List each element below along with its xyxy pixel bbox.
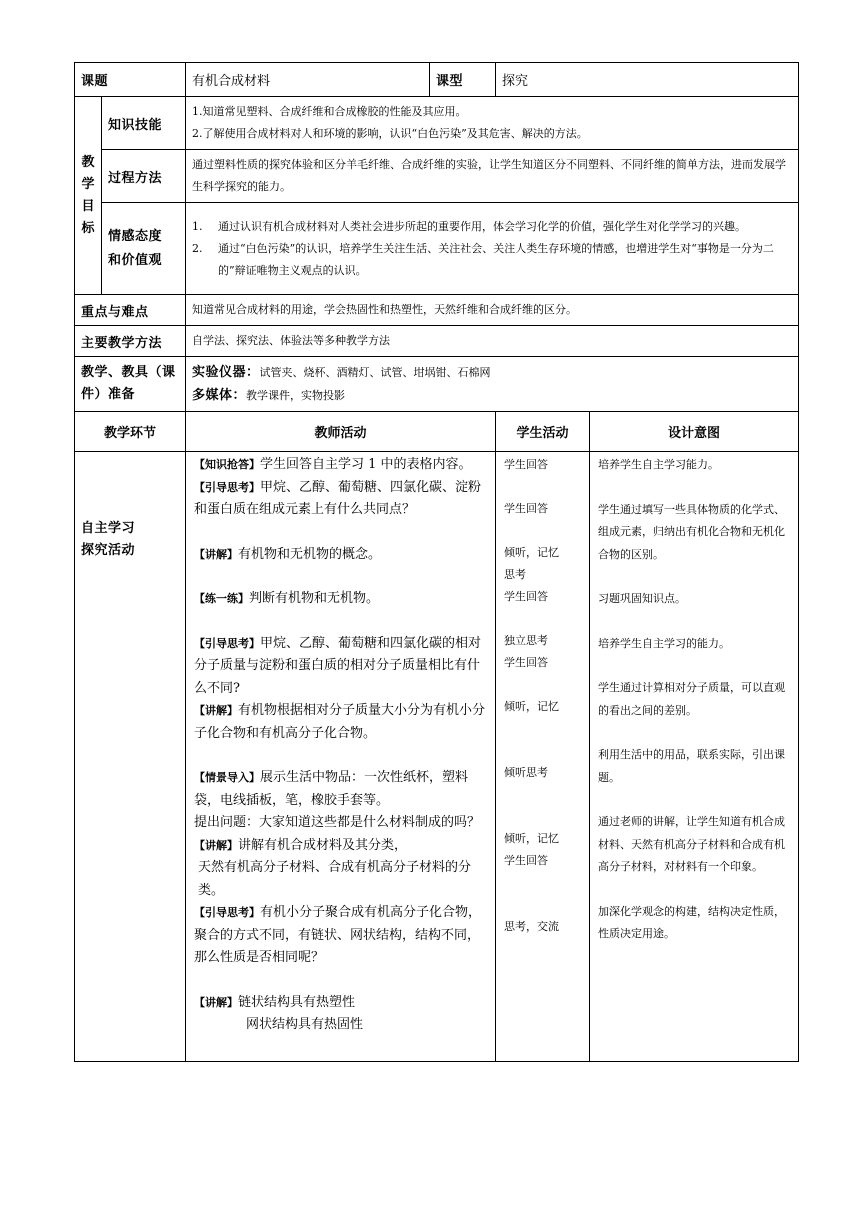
topic-label-cell: [75, 63, 186, 97]
column-header-student: 学生活动: [496, 412, 590, 452]
student-item-12: 思考，交流: [504, 920, 560, 933]
attitude-item-2: [192, 238, 792, 282]
attitude-label-cell: [102, 203, 186, 295]
type-label-cell: [430, 63, 496, 97]
attitude-item-1: [192, 216, 792, 238]
attitude-label-line-2: 和价值观: [108, 252, 163, 268]
teacher-block-12: 【讲解】链状结构具有热塑性: [194, 994, 356, 1010]
teacher-block-6: 【讲解】有机物根据相对分子质量大小分为有机小分子化合物和有机高分子化合物。: [194, 703, 486, 741]
student-item-2: 学生回答: [504, 502, 549, 515]
keypoints-label-cell: [75, 295, 186, 326]
knowledge-label: 知识技能: [108, 117, 163, 133]
topic-label: 课题: [81, 74, 109, 89]
teacher-block-1: 【知识抢答】学生回答自主学习 1 中的表格内容。: [194, 457, 472, 472]
knowledge-line-2: 2.了解使用合成材料对人和环境的影响，认识“白色污染”及其危害、解决的方法。: [192, 127, 588, 140]
teacher-block-9: 【讲解】讲解有机合成材料及其分类，: [194, 837, 408, 853]
methods-label-cell: [75, 326, 186, 357]
attitude-item-2-num: 2.: [192, 241, 203, 255]
student-item-11: 学生回答: [504, 854, 549, 867]
stage-cell: [75, 452, 186, 1062]
student-item-8: 倾听，记忆: [504, 700, 560, 713]
student-item-9: 倾听思考: [504, 766, 549, 779]
student-activity-cell: [496, 452, 590, 1062]
teacher-block-7: 【情景导入】展示生活中物品：一次性纸杯，塑料袋，电线插板，笔，橡胶手套等。: [194, 770, 469, 808]
objectives-group-label: 教学目标: [81, 154, 95, 236]
teacher-block-5: 【引导思考】甲烷、乙醇、葡萄糖和四氯化碳的相对分子质量与淀粉和蛋白质的相对分子质量相比有什么不同?: [194, 635, 482, 696]
instruments-label: 实验仪器：: [192, 365, 260, 380]
knowledge-line-1: 1.知道常见塑料、合成纤维和合成橡胶的性能及其应用。: [192, 105, 467, 118]
tools-label-line-1: 教学、教具（课: [81, 365, 176, 380]
design-item-3: 习题巩固知识点。: [598, 592, 687, 605]
student-item-4: 思考: [504, 568, 527, 581]
teacher-block-2: 【引导思考】甲烷、乙醇、葡萄糖、四氯化碳、淀粉和蛋白质在组成元素上有什么共同点？: [194, 479, 482, 517]
column-header-teacher: 教师活动: [186, 412, 496, 452]
student-item-3: 倾听，记忆: [504, 546, 560, 559]
design-item-7: 通过老师的讲解，让学生知道有机合成材料、天然有机高分子材料和合成有机高分子材料，对材料有一个印象。: [598, 815, 786, 873]
teacher-block-8: 提出问题：大家知道这些都是什么材料制成的吗？: [194, 815, 481, 830]
teacher-block-13: 网状结构具有热固性: [246, 1017, 364, 1032]
stage-label-line-2: 探究活动: [81, 543, 136, 558]
student-item-1: 学生回答: [504, 458, 549, 471]
student-item-7: 学生回答: [504, 656, 549, 669]
stage-label-line-1: 自主学习: [81, 521, 136, 536]
design-item-5: 学生通过计算相对分子质量，可以直观的看出之间的差别。: [598, 681, 786, 717]
teacher-block-11: 【引导思考】有机小分子聚合成有机高分子化合物，聚合的方式不同，有链状、网状结构，结构不同，那么性质是否相同呢？: [194, 905, 482, 965]
topic-value: 有机合成材料: [186, 63, 430, 97]
objectives-group-cell: [75, 97, 102, 295]
process-content: 通过塑料性质的探究体验和区分羊毛纤维、合成纤维的实验，让学生知道区分不同塑料、不同纤维的简单方法，进而发展学生科学探究的能力。: [186, 150, 799, 203]
media-label: 多媒体：: [192, 388, 247, 403]
attitude-item-2-text: 通过“白色污染”的认识，培养学生关注生活、关注社会、关注人类生存环境的情感，也增进学生对“事物是一分为二的”辩证唯物主义观点的认识。: [218, 241, 774, 277]
column-header-stage: 教学环节: [75, 412, 186, 452]
design-item-6: 利用生活中的用品，联系实际，引出课题。: [598, 748, 786, 784]
process-label-cell: [102, 150, 186, 203]
process-label: 过程方法: [108, 170, 163, 186]
keypoints-label: 重点与难点: [81, 304, 149, 320]
attitude-label-line-1: 情感态度: [108, 228, 163, 244]
design-item-2: 学生通过填写一些具体物质的化学式、组成元素，归纳出有机化合物和无机化合物的区别。: [598, 502, 786, 561]
methods-label: 主要教学方法: [81, 335, 163, 351]
teacher-block-3: 【讲解】有机物和无机物的概念。: [194, 546, 382, 562]
tools-label-line-2: 件）准备: [81, 387, 136, 402]
design-item-8: 加深化学观念的构建，结构决定性质，性质决定用途。: [598, 904, 786, 940]
type-value: 探究: [496, 63, 799, 97]
instruments-text: 试管夹、烧杯、酒精灯、试管、坩埚钳、石棉网: [259, 366, 491, 379]
type-label: 课型: [436, 74, 464, 89]
keypoints-content: 知道常见合成材料的用途，学会热固性和热塑性，天然纤维和合成纤维的区分。: [186, 295, 799, 326]
design-intent-cell: [590, 452, 799, 1062]
attitude-content: [186, 203, 799, 295]
teacher-block-4: 【练一练】判断有机物和无机物。: [194, 591, 380, 606]
student-item-5: 学生回答: [504, 590, 549, 603]
attitude-item-1-num: 1.: [192, 219, 203, 233]
teacher-block-10: 天然有机高分子材料、合成有机高分子材料的分类。: [198, 860, 472, 898]
design-item-1: 培养学生自主学习能力。: [598, 458, 720, 471]
methods-content: 自学法、探究法、体验法等多种教学方法: [186, 326, 799, 357]
design-item-4: 培养学生自主学习的能力。: [598, 636, 731, 650]
knowledge-label-cell: [102, 97, 186, 150]
student-item-6: 独立思考: [504, 634, 549, 647]
media-text: 教学课件，实物投影: [246, 389, 346, 402]
lesson-plan-table: [74, 62, 799, 1062]
teacher-activity-cell: [186, 452, 496, 1062]
attitude-item-1-text: 通过认识有机合成材料对人类社会进步所起的重要作用，体会学习化学的价值，强化学生对化学学习的兴趣。: [218, 219, 747, 233]
student-item-10: 倾听，记忆: [504, 832, 560, 845]
tools-content: [186, 357, 799, 412]
knowledge-content: [186, 97, 799, 150]
column-header-design: 设计意图: [590, 412, 799, 452]
tools-label-cell: [75, 357, 186, 412]
